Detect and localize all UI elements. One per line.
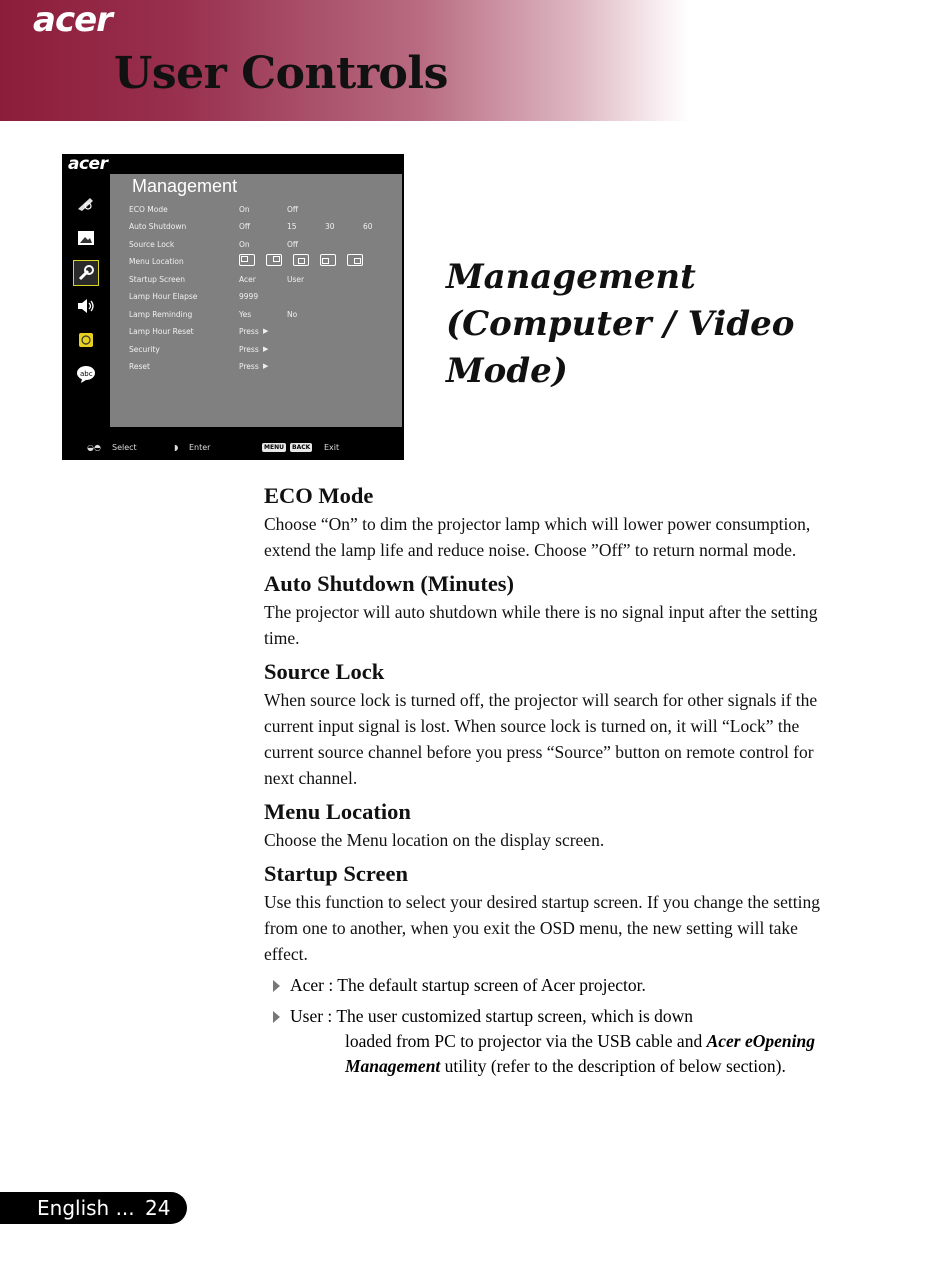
bullet-user-text: User : The user customized startup screen, which is down [290, 1006, 694, 1026]
menu-key: MENU [264, 444, 284, 451]
osd-row-lamp-hour-reset[interactable] [129, 327, 399, 341]
press-arrow-icon: ▶ [263, 362, 269, 370]
bullet-user [264, 1004, 844, 1079]
bullet-acer-text: Acer : The default startup screen of Acer projector. [290, 975, 646, 995]
osd-row-auto-shutdown[interactable] [129, 222, 399, 236]
section-title [446, 254, 826, 395]
text-eco-mode: Choose “On” to dim the projector lamp which will lower power consumption, extend the lamp life and reduce noise. Choose ”Off” to return normal mode. [264, 514, 811, 560]
osd-row-label: Startup Screen [129, 275, 186, 284]
text-source-lock: When source lock is turned off, the projector will search for other signals if the current input signal is lost. When source lock is turned on, it will “Lock” the current source channel before you press “Source” button on remote control for next channel. [264, 690, 818, 788]
osd-menu-screenshot [62, 154, 404, 460]
color-icon [74, 192, 98, 216]
osd-row-source-lock[interactable] [129, 240, 399, 254]
software-name: Acer eOpening Management [345, 1031, 815, 1076]
osd-row-eco-mode[interactable] [129, 205, 399, 219]
osd-option[interactable]: User [287, 275, 305, 284]
heading-auto-shutdown: Auto Shutdown (Minutes) [264, 571, 515, 596]
osd-press-button[interactable]: Press [239, 327, 259, 336]
right-arrow-icon: ◗ [174, 443, 179, 452]
osd-panel [110, 174, 402, 427]
osd-value: 9999 [239, 292, 259, 301]
osd-footer-exit: Exit [324, 443, 340, 452]
osd-option[interactable]: Off [287, 240, 299, 249]
footer-language: English ... [37, 1196, 135, 1220]
osd-press-button[interactable]: Press [239, 362, 259, 371]
osd-row-label: Source Lock [129, 240, 175, 249]
osd-option[interactable]: Off [239, 222, 251, 231]
osd-option[interactable]: 15 [287, 222, 297, 231]
osd-row-label: Lamp Hour Reset [129, 327, 194, 336]
osd-row-lamp-hour-elapse [129, 292, 399, 306]
menu-location-bottom-right-icon[interactable] [347, 254, 363, 266]
osd-row-label: Menu Location [129, 257, 184, 266]
timer-icon [74, 328, 98, 352]
osd-brand-logo: acer [68, 154, 108, 174]
osd-row-label: Lamp Hour Elapse [129, 292, 198, 301]
bullet-arrow-icon [273, 1011, 280, 1023]
osd-row-label: Auto Shutdown [129, 222, 187, 231]
bullet-acer [264, 973, 844, 998]
management-icon [74, 261, 98, 285]
osd-footer-enter: Enter [189, 443, 211, 452]
heading-source-lock: Source Lock [264, 659, 385, 684]
osd-row-security[interactable] [129, 345, 399, 359]
svg-text:abc: abc [80, 370, 93, 378]
heading-startup-screen: Startup Screen [264, 861, 408, 886]
text-menu-location: Choose the Menu location on the display screen. [264, 830, 605, 850]
section-title-line: Mode) [446, 351, 568, 391]
bullet-user-cont-1: loaded from PC to projector via the USB cable and [345, 1031, 703, 1051]
osd-row-label: Security [129, 345, 160, 354]
osd-row-menu-location[interactable] [129, 257, 399, 271]
osd-row-label: Reset [129, 362, 150, 371]
up-down-icon: ◒◓ [87, 443, 101, 452]
osd-option[interactable]: On [239, 240, 250, 249]
page-footer [0, 1192, 187, 1224]
osd-footer-select: Select [112, 443, 137, 452]
image-icon [74, 226, 98, 250]
section-title-line: (Computer / Video [446, 304, 795, 344]
page-header [0, 0, 950, 121]
osd-sidebar [62, 174, 110, 434]
press-arrow-icon: ▶ [263, 345, 269, 353]
osd-row-label: ECO Mode [129, 205, 168, 214]
osd-footer [62, 442, 404, 456]
bullet-user-cont-2: utility (refer to the description of below section). [444, 1056, 786, 1076]
osd-option[interactable]: Yes [239, 310, 252, 319]
menu-location-top-right-icon[interactable] [266, 254, 282, 266]
osd-option[interactable]: 60 [363, 222, 373, 231]
osd-row-reset[interactable] [129, 362, 399, 376]
osd-option[interactable]: On [239, 205, 250, 214]
page-title: User Controls [114, 48, 448, 99]
osd-row-lamp-reminding[interactable] [129, 310, 399, 324]
osd-option[interactable]: No [287, 310, 298, 319]
osd-press-button[interactable]: Press [239, 345, 259, 354]
language-icon [74, 362, 98, 386]
osd-row-label: Lamp Reminding [129, 310, 193, 319]
press-arrow-icon: ▶ [263, 327, 269, 335]
osd-row-startup-screen[interactable] [129, 275, 399, 289]
page-number: 24 [145, 1196, 171, 1220]
osd-option[interactable]: Acer [239, 275, 256, 284]
osd-option[interactable]: Off [287, 205, 299, 214]
content [264, 481, 844, 1079]
osd-option[interactable]: 30 [325, 222, 335, 231]
text-auto-shutdown: The projector will auto shutdown while there is no signal input after the setting time. [264, 602, 818, 648]
heading-menu-location: Menu Location [264, 799, 411, 824]
bullet-arrow-icon [273, 980, 280, 992]
back-key: BACK [292, 444, 311, 451]
bullet-user-continuation [290, 1029, 844, 1079]
menu-location-center-icon[interactable] [293, 254, 309, 266]
heading-eco-mode: ECO Mode [264, 483, 374, 508]
menu-location-bottom-left-icon[interactable] [320, 254, 336, 266]
section-title-line: Management [446, 257, 696, 297]
menu-location-top-left-icon[interactable] [239, 254, 255, 266]
osd-panel-title: Management [132, 176, 238, 196]
brand-logo: acer [33, 0, 112, 40]
text-startup-screen: Use this function to select your desired startup screen. If you change the setting from one to another, when you exit the OSD menu, the new setting will take effect. [264, 892, 820, 964]
audio-icon [74, 294, 98, 318]
